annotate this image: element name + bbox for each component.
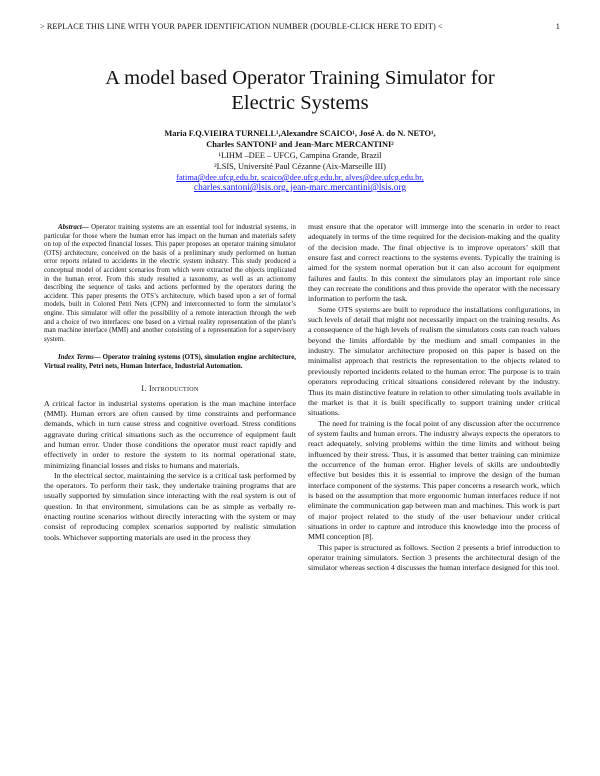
email-link-group-1[interactable]: fatima@dee.ufcg.edu.br, scaico@dee.ufcg.edu.br, alves@dee.ufcg.edu.br, [176, 173, 424, 182]
title-line-1: A model based Operator Training Simulator for [105, 67, 495, 89]
index-terms [44, 354, 296, 371]
affiliation-1: ¹LIHM –DEE – UFCG, Campina Grande, Brazil [218, 151, 382, 160]
paper-title [40, 66, 560, 116]
right-column [308, 222, 560, 574]
section-title: Introduction [148, 383, 199, 393]
email-link-group-2[interactable]: charles.santoni@lsis.org, jean-marc.mercantini@lsis.org [193, 183, 407, 193]
body-paragraph-training-need: The need for training is the focal point of any discussion after the occurrence of system faults and human errors. The industry always expects the operators to react adequately, solving problems within the time limits and without being influenced by their stress. Thus, it is assumed that better training can minimize the occurrence of the human error. Higher levels of skills are undoubtedly effective but besides this it is essential to improve the design of the human interface component of the systems. This paper concerns a research work, which is based on the assumption that more ergonomic human interfaces reduce if not eliminate the communication gap between man and machines. This work is part of major project related to the study of the user behaviour under critical situations in order to capture and introduce this knowledge into the process of MMI conception [8]. [308, 418, 560, 542]
email-links-2 [40, 183, 560, 194]
affiliation-2: ²LSIS, Université Paul Cézanne (Aix-Marseille III) [214, 162, 386, 171]
intro-paragraph-2: In the electrical sector, maintaining the service is a critical task performed by the operators. To perform their task, they undertake training programs that are usually supported by simulation since interacting with the real system is out of question. In that environment, simulations can be as simple as verbally re-enacting routine scenarios without directly interacting with the system or may consist of reproducing complex scenarios supported by realistic simulation tools. Whichever supporting materials are used in the process they [44, 470, 296, 542]
abstract-lead: Abstract— [58, 224, 89, 231]
email-links-1 [40, 172, 560, 183]
authors-line-2: Charles SANTONI² and Jean-Marc MERCANTINI² [206, 140, 394, 149]
abstract [44, 224, 296, 344]
body-paragraph-ots-systems: Some OTS systems are built to reproduce the installations configurations, in such levels of detail that might not necessarily impact on the training results. As a consequence of the high levels of realism the simulators costs can reach values beyond the limits affordable by the medium and small companies in the industry. The simulator architecture proposed on this paper is based on the minimalist approach that restricts the representation to the objects related to previously reported incidents related to the human error. The purpose is to train operators reproducing critical situations considered relevant by the industry. Thus its main distinctive feature in relation to other simulating tools available in the market is that it is built specifically to support training under critical situations. [308, 304, 560, 418]
title-line-2: Electric Systems [231, 92, 369, 114]
left-column [44, 224, 296, 543]
abstract-text: Operator training systems are an essential tool for industrial systems, in particular for those where the human error has impact on the human and materials safety on top of the expected financial losses. This paper proposes an operator training simulator (OTS) architecture, conceived on the basis of a preliminary study performed on human error reports related to accidents in the electric system industry. This study produced a conceptual model of accident scenarios from which were extracted the objects implicated in the human error. From this study resulted a taxonomy, as well as an actionomy describing the sequence of tasks and actions performed by the operators during the accident. This paper presents the OTS’s architecture, which based upon a set of formal models, built in Colored Petri Nets (CPN) and interconnected to form the simulator’s engine. This simulator will offer the possibility of a remote interaction through the web and a choice of two interfaces: one based on a virtual reality representation of the plant’s man machine interface (MMI) and another consisting of a representation for a supervisory system. [44, 224, 296, 343]
authors-line-1: Maria F.Q.VIEIRA TURNELL¹,Alexandre SCAICO¹, José A. do N. NETO¹, [164, 129, 436, 138]
page-header [40, 22, 560, 31]
introduction-body [44, 399, 296, 543]
body-paragraph-structure: This paper is structured as follows. Section 2 presents a brief introduction to operator training simulators. Section 3 presents the architectural design of the simulator whereas section 4 discusses the human interface designed for this tool. [308, 542, 560, 573]
index-terms-lead: Index Terms [58, 354, 94, 362]
body-paragraph-continued: must ensure that the operator will immerge into the scenario in order to react adequately in terms of the time required for the decision-making and the quality of the decision made. The final objective is to improve operators’ skill that ensure fast and correct reactions to the systems events. Typically the training is aimed for the system normal operation but it can also account for equipment failures and faults. In this context the simulators play an important role since they can recreate the conditions and thus provide the operator with the necessary information to perform the task. [308, 222, 560, 304]
index-terms-text: — Operator training systems (OTS), simulation engine architecture, Virtual reality, Petri nets, Human Interface, Industrial Automation. [44, 354, 297, 370]
section-heading-introduction [44, 384, 296, 393]
author-block [40, 128, 560, 194]
section-number: I. [141, 383, 147, 393]
page-number: 1 [555, 22, 560, 31]
header-text[interactable]: > REPLACE THIS LINE WITH YOUR PAPER IDENTIFICATION NUMBER (DOUBLE-CLICK HERE TO EDIT) < [40, 22, 443, 31]
intro-paragraph-1: A critical factor in industrial systems operation is the man machine interface (MMI). Human errors are often caused by time constraints and performance demands, which in turn cause stress and cognitive overload. Stress conditions aggravate during critical situations such as the occurrence of equipment fault and human error. Under those conditions the operator must react rapidly and effectively in order to restore the system to its normal operational state, minimizing financial losses and risks to humans and materials. [44, 398, 296, 470]
